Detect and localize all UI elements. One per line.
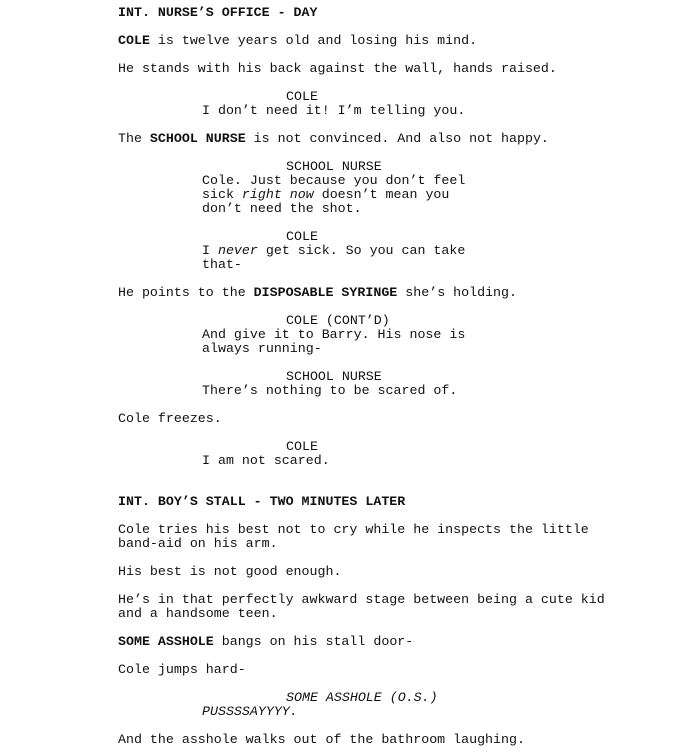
action-line: And the asshole walks out of the bathroom laughing. (118, 732, 525, 747)
action-line: He stands with his back against the wall, hands raised. (118, 61, 557, 76)
dialogue-line: that- (202, 257, 242, 272)
dialogue-line: Cole. Just because you don’t feel (202, 173, 466, 188)
dialogue-line: There’s nothing to be scared of. (202, 383, 458, 398)
action-line: His best is not good enough. (118, 564, 342, 579)
action-line: band-aid on his arm. (118, 536, 278, 551)
action-line: He points to the DISPOSABLE SYRINGE she’s holding. (118, 285, 517, 300)
character-name: COLE (286, 439, 318, 454)
dialogue-line: And give it to Barry. His nose is (202, 327, 466, 342)
character-name: COLE (286, 89, 318, 104)
action-line: COLE is twelve years old and losing his mind. (118, 33, 478, 48)
scene-heading: INT. NURSE’S OFFICE - DAY (118, 5, 318, 20)
dialogue-line: always running- (202, 341, 322, 356)
action-line: He’s in that perfectly awkward stage between being a cute kid (118, 592, 605, 607)
dialogue-line: sick right now doesn’t mean you (202, 187, 450, 202)
action-line: Cole freezes. (118, 411, 222, 426)
dialogue-line: I don’t need it! I’m telling you. (202, 103, 466, 118)
action-line: Cole jumps hard- (118, 662, 246, 677)
action-line: SOME ASSHOLE bangs on his stall door- (118, 634, 414, 649)
scene-heading: INT. BOY’S STALL - TWO MINUTES LATER (118, 494, 406, 509)
dialogue-line: I never get sick. So you can take (202, 243, 466, 258)
action-line: Cole tries his best not to cry while he inspects the little (118, 522, 589, 537)
character-name: SOME ASSHOLE (O.S.) (286, 690, 438, 705)
dialogue-line: PUSSSSAYYYY. (202, 704, 298, 719)
action-line: The SCHOOL NURSE is not convinced. And also not happy. (118, 131, 549, 146)
character-name: SCHOOL NURSE (286, 369, 382, 384)
action-line: and a handsome teen. (118, 606, 278, 621)
character-name: COLE (CONT’D) (286, 313, 390, 328)
character-name: SCHOOL NURSE (286, 159, 382, 174)
character-name: COLE (286, 229, 318, 244)
dialogue-line: don’t need the shot. (202, 201, 362, 216)
dialogue-line: I am not scared. (202, 453, 330, 468)
